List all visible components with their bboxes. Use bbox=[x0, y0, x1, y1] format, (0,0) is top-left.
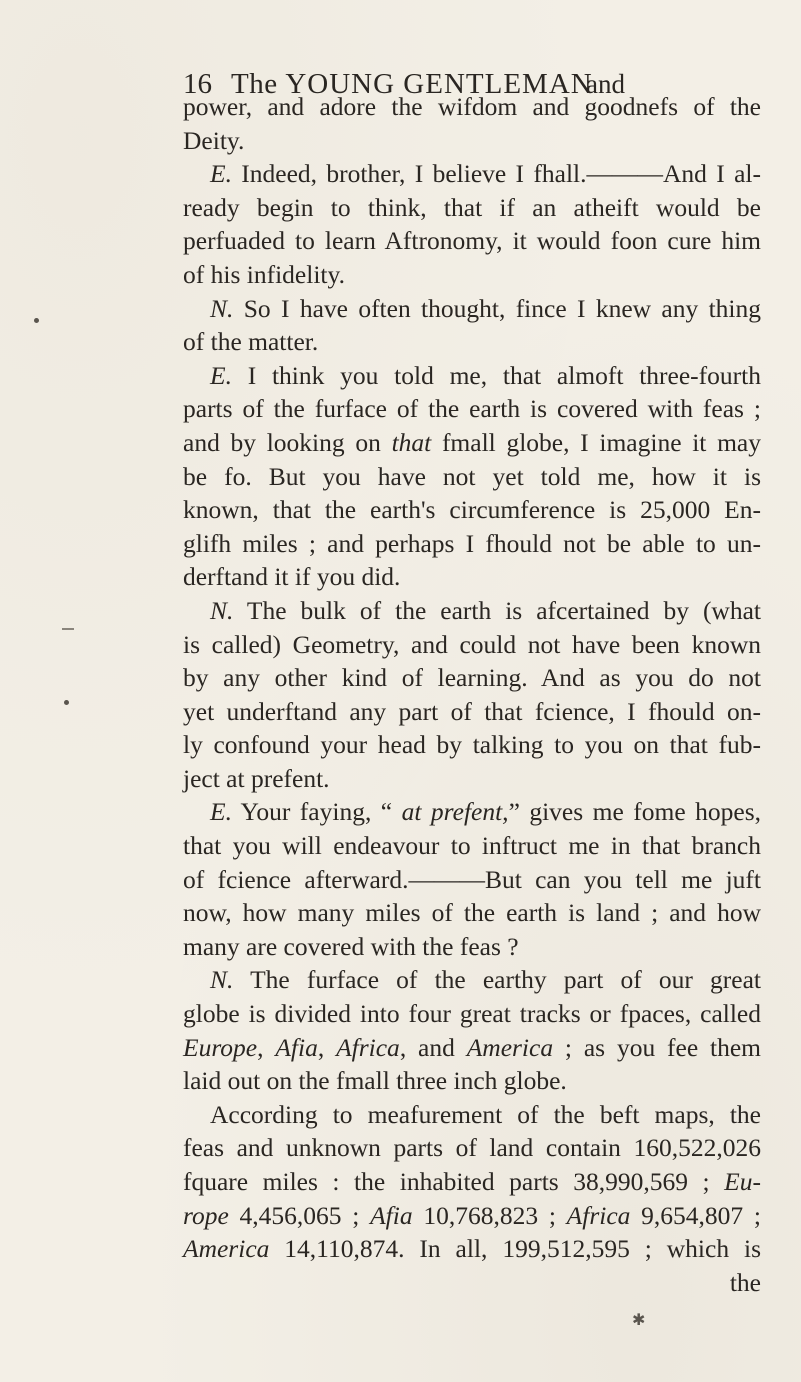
text-line: is called) Geometry, and could not have been known bbox=[183, 629, 761, 659]
text-line: of fcience afterward.———But can you tell me juft bbox=[183, 864, 761, 894]
text-line: ject at prefent. bbox=[183, 763, 330, 793]
page-blemish-dot bbox=[64, 700, 69, 705]
running-title-and: and bbox=[586, 69, 625, 99]
text-line: ly confound your head by talking to you on that fub- bbox=[183, 730, 761, 760]
text-line: E. I think you told me, that almoft three-fourth bbox=[210, 360, 761, 390]
text-line: N. The bulk of the earth is afcertained by (what bbox=[210, 595, 761, 625]
text-line: ready begin to think, that if an atheift would be bbox=[183, 192, 761, 222]
text-line: be fo. But you have not yet told me, how it is bbox=[183, 461, 761, 491]
text-line: parts of the furface of the earth is covered with feas ; bbox=[183, 394, 761, 424]
text-line: According to meafurement of the beft maps, the bbox=[210, 1099, 761, 1129]
text-line: America 14,110,874. In all, 199,512,595 ; which is bbox=[183, 1234, 761, 1264]
text-line: by any other kind of learning. And as you do not bbox=[183, 663, 761, 693]
text-line: that you will endeavour to inftruct me in that branch bbox=[183, 831, 761, 861]
text-line: laid out on the fmall three inch globe. bbox=[183, 1066, 567, 1096]
text-line: and by looking on that fmall globe, I imagine it may bbox=[183, 427, 761, 457]
body-text bbox=[183, 90, 761, 1299]
text-line: N. The furface of the earthy part of our great bbox=[210, 965, 761, 995]
text-line: Deity. bbox=[183, 125, 245, 155]
text-line: Europe, Afia, Africa, and America ; as you fee them bbox=[183, 1032, 761, 1062]
text-line: power, and adore the wifdom and goodnefs of the bbox=[183, 92, 761, 121]
page-blemish-dot bbox=[34, 318, 39, 323]
text-line: E. Indeed, brother, I believe I fhall.———And I al- bbox=[210, 159, 761, 189]
text-line: glifh miles ; and perhaps I fhould not be able to un- bbox=[183, 528, 761, 558]
text-line: known, that the earth's circumference is 25,000 En- bbox=[183, 495, 761, 525]
text-line: now, how many miles of the earth is land ; and how bbox=[183, 898, 761, 928]
ornament-mark: ✱ bbox=[632, 1312, 646, 1329]
text-line: rope 4,456,065 ; Afia 10,768,823 ; Africa 9,654,807 ; bbox=[183, 1200, 761, 1230]
text-line: perfuaded to learn Aftronomy, it would foon cure him bbox=[183, 226, 761, 256]
text-line: many are covered with the feas ? bbox=[183, 931, 519, 961]
page-blemish-dash bbox=[62, 628, 74, 630]
page-number: 16 bbox=[183, 68, 212, 100]
text-line: feas and unknown parts of land contain 160,522,026 bbox=[183, 1133, 761, 1163]
text-line: fquare miles : the inhabited parts 38,990,569 ; Eu- bbox=[183, 1167, 761, 1196]
text-line: N. So I have often thought, fince I knew any thing bbox=[210, 293, 761, 323]
text-line: yet underftand any part of that fcience, I fhould on- bbox=[183, 696, 761, 726]
running-title-the: The bbox=[231, 68, 278, 100]
catchword: the bbox=[729, 1267, 761, 1297]
text-line: of his infidelity. bbox=[183, 259, 345, 289]
running-title-caps: YOUNG GENTLEMAN bbox=[285, 68, 593, 100]
text-line: derftand it if you did. bbox=[183, 562, 401, 592]
text-line: of the matter. bbox=[183, 327, 319, 357]
text-line: globe is divided into four great tracks or fpaces, called bbox=[183, 999, 761, 1029]
text-line: E. Your faying, “ at prefent,” gives me fome hopes, bbox=[210, 797, 762, 827]
